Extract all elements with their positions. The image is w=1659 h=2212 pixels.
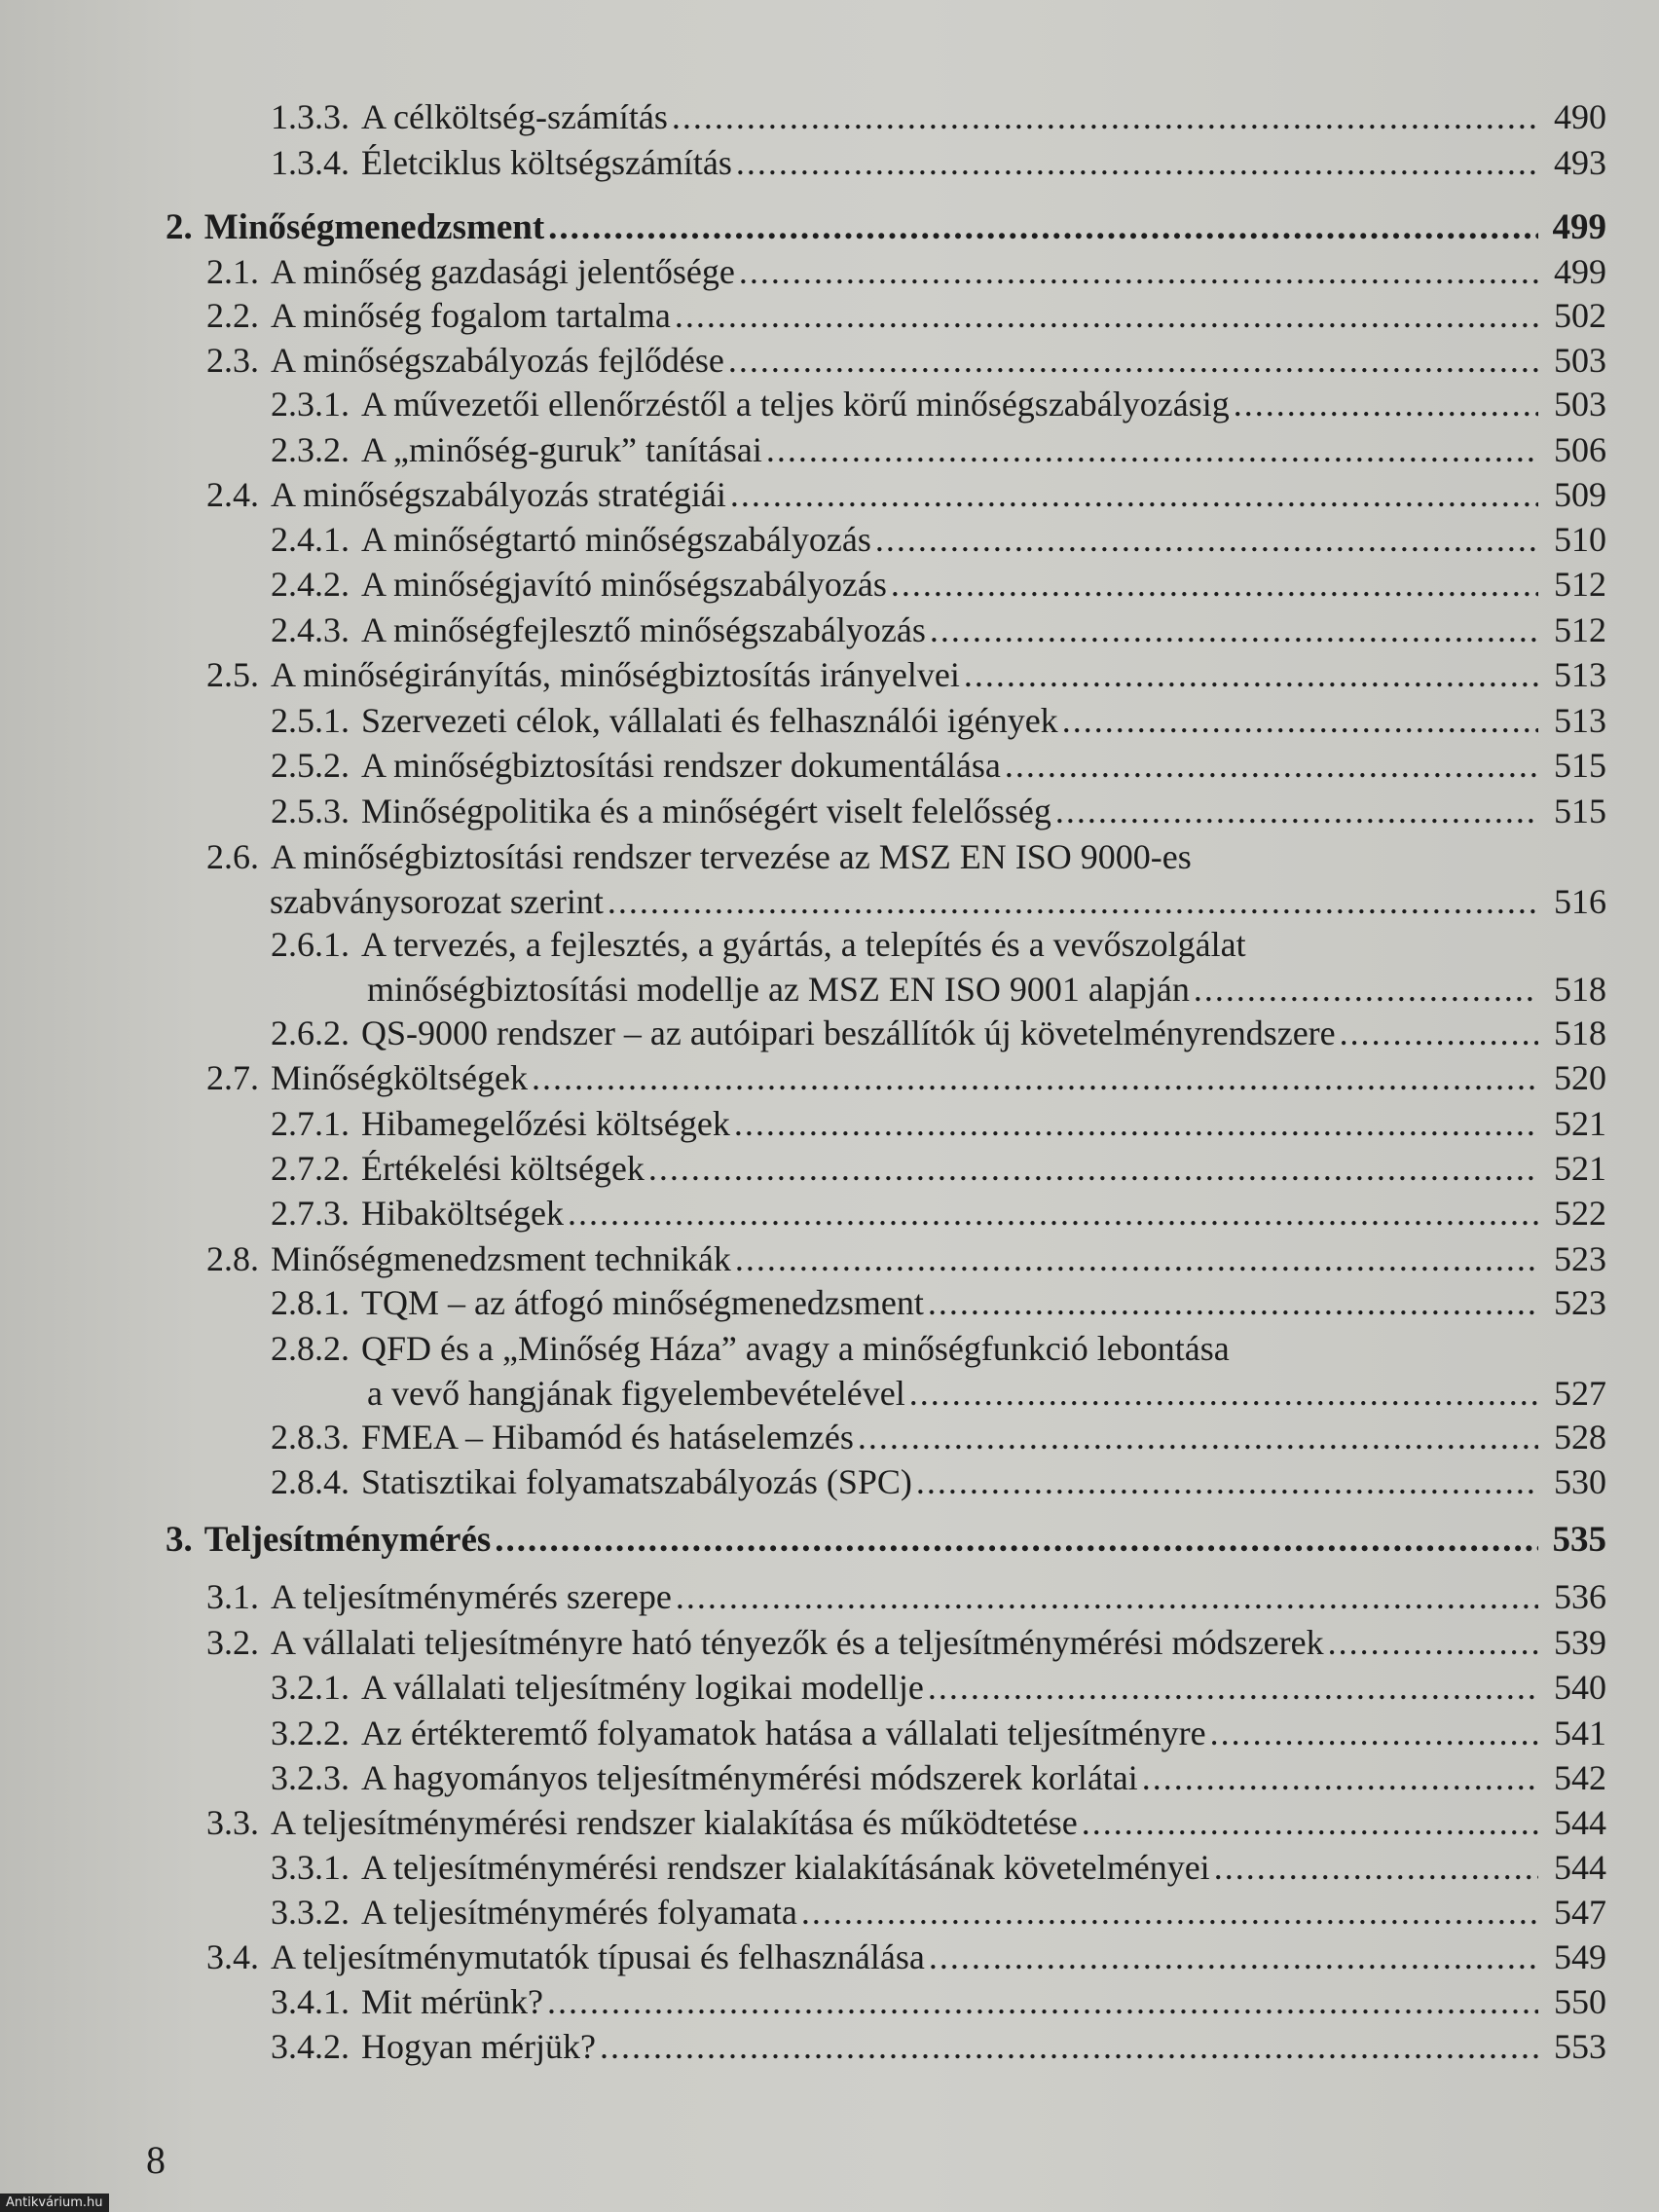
toc-entry-title: Mit mérünk? bbox=[361, 1982, 543, 2021]
toc-entry-title: A teljesítménymérés folyamata bbox=[361, 1893, 797, 1932]
dot-leader bbox=[600, 2025, 1538, 2068]
toc-entry-title: A minőségfejlesztő minőségszabályozás bbox=[361, 610, 926, 649]
dot-leader bbox=[547, 1980, 1538, 2023]
toc-entry-number: 3.1. bbox=[206, 1577, 259, 1616]
toc-entry-title: A minőség gazdasági jelentősége bbox=[271, 252, 735, 291]
toc-entry-page: 518 bbox=[1554, 1014, 1606, 1052]
toc-entry-title: A teljesítménymérési rendszer kialakítása és működtetése bbox=[271, 1803, 1078, 1842]
toc-entry-title: A vállalati teljesítmény logikai modellje bbox=[361, 1668, 924, 1707]
toc-entry-number: 2.4.3. bbox=[271, 610, 350, 649]
toc-entry-page: 522 bbox=[1554, 1194, 1606, 1233]
toc-entry-page: 490 bbox=[1554, 97, 1606, 136]
dot-leader bbox=[964, 653, 1538, 696]
dot-leader bbox=[608, 880, 1538, 923]
toc-entry-title: A művezetői ellenőrzéstől a teljes körű minőségszabályozásig bbox=[361, 385, 1230, 424]
toc-entry bbox=[271, 1102, 1606, 1145]
toc-entry bbox=[206, 1621, 1606, 1664]
toc-entry-title-continued: szabványsorozat szerint bbox=[270, 882, 604, 921]
toc-entry-number: 2.1. bbox=[206, 252, 259, 291]
toc-entry-title: Minőségköltségek bbox=[271, 1058, 528, 1097]
dot-leader bbox=[676, 1575, 1538, 1618]
toc-entry-title: Teljesítménymérés bbox=[203, 1520, 492, 1560]
toc-entry bbox=[206, 473, 1606, 516]
toc-entry bbox=[271, 1891, 1606, 1934]
toc-entry-page: 515 bbox=[1554, 746, 1606, 785]
toc-entry bbox=[271, 1192, 1606, 1235]
toc-entry bbox=[206, 1056, 1606, 1099]
toc-entry bbox=[271, 608, 1606, 651]
dot-leader bbox=[928, 1666, 1538, 1709]
toc-entry-number: 2.8.2. bbox=[271, 1329, 350, 1368]
toc-entry-title: Minőségmenedzsment technikák bbox=[271, 1239, 731, 1278]
toc-entry-line bbox=[206, 835, 1192, 878]
toc-entry-title: A vállalati teljesítményre ható tényezők és a teljesítménymérési módszerek bbox=[271, 1623, 1324, 1662]
toc-entry-page: 530 bbox=[1554, 1462, 1606, 1501]
toc-entry-title: A teljesítménymutatók típusai és felhasználása bbox=[271, 1937, 925, 1976]
toc-entry-page: 502 bbox=[1554, 296, 1606, 335]
toc-chapter-heading bbox=[166, 206, 1606, 249]
dot-leader bbox=[728, 339, 1538, 382]
toc-entry-page: 553 bbox=[1554, 2027, 1606, 2066]
toc-entry-title: Hibamegelőzési költségek bbox=[361, 1104, 730, 1143]
toc-entry-number: 2.6.1. bbox=[271, 925, 350, 964]
toc-entry bbox=[206, 294, 1606, 337]
page-number: 8 bbox=[146, 2138, 166, 2182]
toc-entry-title: FMEA – Hibamód és hatáselemzés bbox=[361, 1418, 854, 1456]
toc-entry-number: 2.3.1. bbox=[271, 385, 350, 424]
toc-entry bbox=[271, 1012, 1606, 1054]
toc-entry bbox=[367, 1372, 1606, 1415]
toc-entry-number: 2.7.1. bbox=[271, 1104, 350, 1143]
toc-entry-title: A minőségbiztosítási rendszer dokumentálása bbox=[361, 746, 1001, 785]
toc-entry bbox=[271, 563, 1606, 606]
dot-leader bbox=[735, 1237, 1538, 1280]
dot-leader bbox=[730, 473, 1538, 516]
toc-entry-page: 512 bbox=[1554, 610, 1606, 649]
toc-entry-title: Statisztikai folyamatszabályozás (SPC) bbox=[361, 1462, 912, 1501]
toc-entry-number: 3.2.3. bbox=[271, 1758, 350, 1797]
dot-leader bbox=[1005, 744, 1538, 787]
toc-entry-number: 2.6.2. bbox=[271, 1014, 350, 1052]
toc-entry-title: A „minőség-guruk” tanításai bbox=[361, 430, 762, 469]
toc-entry-page: 521 bbox=[1554, 1149, 1606, 1188]
toc-entry bbox=[271, 1416, 1606, 1458]
toc-entry-title: A hagyományos teljesítménymérési módszerek korlátai bbox=[361, 1758, 1138, 1797]
toc-entry-title-continued: minőségbiztosítási modellje az MSZ EN ISO 9001 alapján bbox=[367, 970, 1190, 1009]
dot-leader bbox=[1062, 699, 1538, 742]
toc-entry-number: 2.2. bbox=[206, 296, 259, 335]
toc-entry-page: 521 bbox=[1554, 1104, 1606, 1143]
toc-entry bbox=[271, 1460, 1606, 1503]
toc-entry-number: 2.5.2. bbox=[271, 746, 350, 785]
toc-entry-page: 547 bbox=[1554, 1893, 1606, 1932]
toc-entry bbox=[206, 250, 1606, 293]
toc-entry bbox=[206, 1936, 1606, 1978]
toc-entry-number: 3.3. bbox=[206, 1803, 259, 1842]
dot-leader bbox=[1340, 1012, 1538, 1054]
toc-entry-page: 513 bbox=[1554, 655, 1606, 694]
toc-entry-number: 2.6. bbox=[206, 837, 259, 876]
dot-leader bbox=[766, 428, 1538, 471]
toc-entry-number: 2.7.2. bbox=[271, 1149, 350, 1188]
dot-leader bbox=[858, 1416, 1538, 1458]
dot-leader bbox=[929, 1936, 1538, 1978]
toc-entry-title: Életciklus költségszámítás bbox=[361, 143, 732, 182]
dot-leader bbox=[548, 206, 1538, 249]
dot-leader bbox=[739, 250, 1538, 293]
toc-entry-title: A minőség fogalom tartalma bbox=[271, 296, 671, 335]
toc-entry-number: 2.5.3. bbox=[271, 792, 350, 830]
toc-entry bbox=[206, 339, 1606, 382]
dot-leader bbox=[672, 95, 1538, 138]
toc-entry-page: 503 bbox=[1554, 341, 1606, 380]
dot-leader bbox=[568, 1192, 1538, 1235]
dot-leader bbox=[928, 1281, 1538, 1324]
toc-entry-page: 549 bbox=[1554, 1937, 1606, 1976]
dot-leader bbox=[1055, 790, 1538, 832]
toc-entry bbox=[271, 518, 1606, 561]
toc-entry bbox=[271, 1712, 1606, 1754]
toc-entry-page: 515 bbox=[1554, 792, 1606, 830]
toc-entry-title: Hibaköltségek bbox=[361, 1194, 564, 1233]
toc-entry-title: Az értékteremtő folyamatok hatása a vállalati teljesítményre bbox=[361, 1714, 1206, 1752]
dot-leader bbox=[734, 1102, 1538, 1145]
toc-entry-page: 523 bbox=[1554, 1283, 1606, 1322]
toc-entry-title: A teljesítménymérési rendszer kialakításának követelményei bbox=[361, 1848, 1210, 1887]
dot-leader bbox=[916, 1460, 1538, 1503]
dot-leader bbox=[930, 608, 1538, 651]
dot-leader bbox=[1194, 968, 1538, 1011]
toc-entry-page: 544 bbox=[1554, 1803, 1606, 1842]
toc-entry bbox=[367, 968, 1606, 1011]
toc-entry-number: 2.4.2. bbox=[271, 565, 350, 604]
toc-entry-page: 503 bbox=[1554, 385, 1606, 424]
toc-entry-number: 3. bbox=[166, 1520, 193, 1560]
toc-entry-number: 2.8.3. bbox=[271, 1418, 350, 1456]
toc-entry-title: A minőségjavító minőségszabályozás bbox=[361, 565, 887, 604]
dot-leader bbox=[1210, 1712, 1538, 1754]
toc-entry-page: 509 bbox=[1554, 475, 1606, 514]
toc-entry-page: 516 bbox=[1554, 882, 1606, 921]
toc-entry-number: 3.3.1. bbox=[271, 1848, 350, 1887]
toc-entry-page: 539 bbox=[1554, 1623, 1606, 1662]
toc-entry-line bbox=[271, 1327, 1230, 1370]
toc-entry-title: A tervezés, a fejlesztés, a gyártás, a telepítés és a vevőszolgálat bbox=[361, 925, 1246, 964]
toc-entry-page: 512 bbox=[1554, 565, 1606, 604]
toc-entry-page: 541 bbox=[1554, 1714, 1606, 1752]
dot-leader bbox=[1082, 1801, 1538, 1844]
toc-entry-title: Hogyan mérjük? bbox=[361, 2027, 596, 2066]
toc-entry-page: 513 bbox=[1554, 701, 1606, 740]
toc-entry-title: A minőségszabályozás stratégiái bbox=[271, 475, 726, 514]
toc-entry bbox=[271, 699, 1606, 742]
toc-entry-number: 2.8. bbox=[206, 1239, 259, 1278]
toc-entry-number: 1.3.4. bbox=[271, 143, 350, 182]
toc-entry-number: 2.8.1. bbox=[271, 1283, 350, 1322]
toc-entry-number: 2.5.1. bbox=[271, 701, 350, 740]
toc-entry-number: 3.4.1. bbox=[271, 1982, 350, 2021]
toc-entry bbox=[206, 653, 1606, 696]
dot-leader bbox=[1234, 383, 1538, 425]
toc-entry-page: 528 bbox=[1554, 1418, 1606, 1456]
toc-entry-number: 2.3.2. bbox=[271, 430, 350, 469]
toc-entry-number: 2.4.1. bbox=[271, 520, 350, 559]
dot-leader bbox=[875, 518, 1538, 561]
toc-entry-page: 550 bbox=[1554, 1982, 1606, 2021]
toc-entry bbox=[271, 744, 1606, 787]
toc-entry bbox=[271, 1281, 1606, 1324]
toc-entry bbox=[271, 1756, 1606, 1799]
toc-entry-page: 518 bbox=[1554, 970, 1606, 1009]
toc-entry-title: A minőségtartó minőségszabályozás bbox=[361, 520, 871, 559]
toc-entry-number: 2. bbox=[166, 207, 193, 247]
dot-leader bbox=[736, 141, 1538, 184]
dot-leader bbox=[1328, 1621, 1538, 1664]
toc-entry-page: 540 bbox=[1554, 1668, 1606, 1707]
toc-entry-number: 3.2. bbox=[206, 1623, 259, 1662]
toc-entry-page: 523 bbox=[1554, 1239, 1606, 1278]
toc-entry-title: Minőségpolitika és a minőségért viselt felelősség bbox=[361, 792, 1051, 830]
toc-entry-page: 493 bbox=[1554, 143, 1606, 182]
toc-entry bbox=[271, 1980, 1606, 2023]
dot-leader bbox=[1214, 1846, 1538, 1889]
toc-entry-number: 3.2.2. bbox=[271, 1714, 350, 1752]
toc-entry-number: 2.3. bbox=[206, 341, 259, 380]
toc-entry-title: A célköltség-számítás bbox=[361, 97, 668, 136]
toc-entry-page: 499 bbox=[1554, 252, 1606, 291]
toc-entry-number: 2.4. bbox=[206, 475, 259, 514]
toc-entry-page: 499 bbox=[1552, 207, 1606, 247]
toc-entry-number: 3.4. bbox=[206, 1937, 259, 1976]
toc-entry bbox=[271, 95, 1606, 138]
watermark: Antikvárium.hu bbox=[0, 2194, 109, 2212]
dot-leader bbox=[495, 1519, 1538, 1562]
toc-entry-title: TQM – az átfogó minőségmenedzsment bbox=[361, 1283, 924, 1322]
toc-entry-title: QFD és a „Minőség Háza” avagy a minőségfunkció lebontása bbox=[361, 1329, 1230, 1368]
toc-entry-title: A minőségirányítás, minőségbiztosítás irányelvei bbox=[271, 655, 960, 694]
toc-entry-page: 520 bbox=[1554, 1058, 1606, 1097]
toc-entry-title: Értékelési költségek bbox=[361, 1149, 645, 1188]
toc-entry bbox=[271, 141, 1606, 184]
toc-entry bbox=[271, 428, 1606, 471]
toc-entry bbox=[271, 383, 1606, 425]
toc-entry-title: QS-9000 rendszer – az autóipari beszállítók új követelményrendszere bbox=[361, 1014, 1336, 1052]
toc-entry-title-continued: a vevő hangjának figyelembevételével bbox=[367, 1374, 905, 1413]
dot-leader bbox=[909, 1372, 1538, 1415]
toc-entry bbox=[271, 1666, 1606, 1709]
toc-entry-title: A minőségbiztosítási rendszer tervezése az MSZ EN ISO 9000-es bbox=[271, 837, 1192, 876]
dot-leader bbox=[675, 294, 1538, 337]
toc-entry-title: A teljesítménymérés szerepe bbox=[271, 1577, 672, 1616]
toc-entry-number: 3.3.2. bbox=[271, 1893, 350, 1932]
toc-entry-number: 2.5. bbox=[206, 655, 259, 694]
toc-entry-page: 510 bbox=[1554, 520, 1606, 559]
dot-leader bbox=[891, 563, 1538, 606]
toc-entry-title: Minőségmenedzsment bbox=[203, 207, 545, 247]
toc-entry-page: 536 bbox=[1554, 1577, 1606, 1616]
toc-entry-number: 3.4.2. bbox=[271, 2027, 350, 2066]
toc-entry bbox=[271, 1846, 1606, 1889]
toc-entry bbox=[271, 790, 1606, 832]
toc-entry-number: 2.8.4. bbox=[271, 1462, 350, 1501]
toc-entry bbox=[206, 1575, 1606, 1618]
toc-chapter-heading bbox=[166, 1519, 1606, 1562]
toc-entry-page: 544 bbox=[1554, 1848, 1606, 1887]
toc-entry-page: 527 bbox=[1554, 1374, 1606, 1413]
toc-entry bbox=[270, 880, 1606, 923]
toc-entry-number: 2.7. bbox=[206, 1058, 259, 1097]
toc-entry-number: 1.3.3. bbox=[271, 97, 350, 136]
dot-leader bbox=[1142, 1756, 1538, 1799]
dot-leader bbox=[648, 1147, 1538, 1190]
toc-entry-page: 506 bbox=[1554, 430, 1606, 469]
toc-entry bbox=[206, 1801, 1606, 1844]
toc-entry-page: 542 bbox=[1554, 1758, 1606, 1797]
toc-entry-page: 535 bbox=[1552, 1520, 1606, 1560]
toc-entry-line bbox=[271, 923, 1246, 966]
dot-leader bbox=[801, 1891, 1538, 1934]
toc-entry-number: 3.2.1. bbox=[271, 1668, 350, 1707]
toc-entry-title: A minőségszabályozás fejlődése bbox=[271, 341, 724, 380]
dot-leader bbox=[532, 1056, 1538, 1099]
toc-entry bbox=[271, 1147, 1606, 1190]
toc-entry-number: 2.7.3. bbox=[271, 1194, 350, 1233]
toc-entry bbox=[206, 1237, 1606, 1280]
toc-entry-title: Szervezeti célok, vállalati és felhasználói igények bbox=[361, 701, 1058, 740]
toc-entry bbox=[271, 2025, 1606, 2068]
